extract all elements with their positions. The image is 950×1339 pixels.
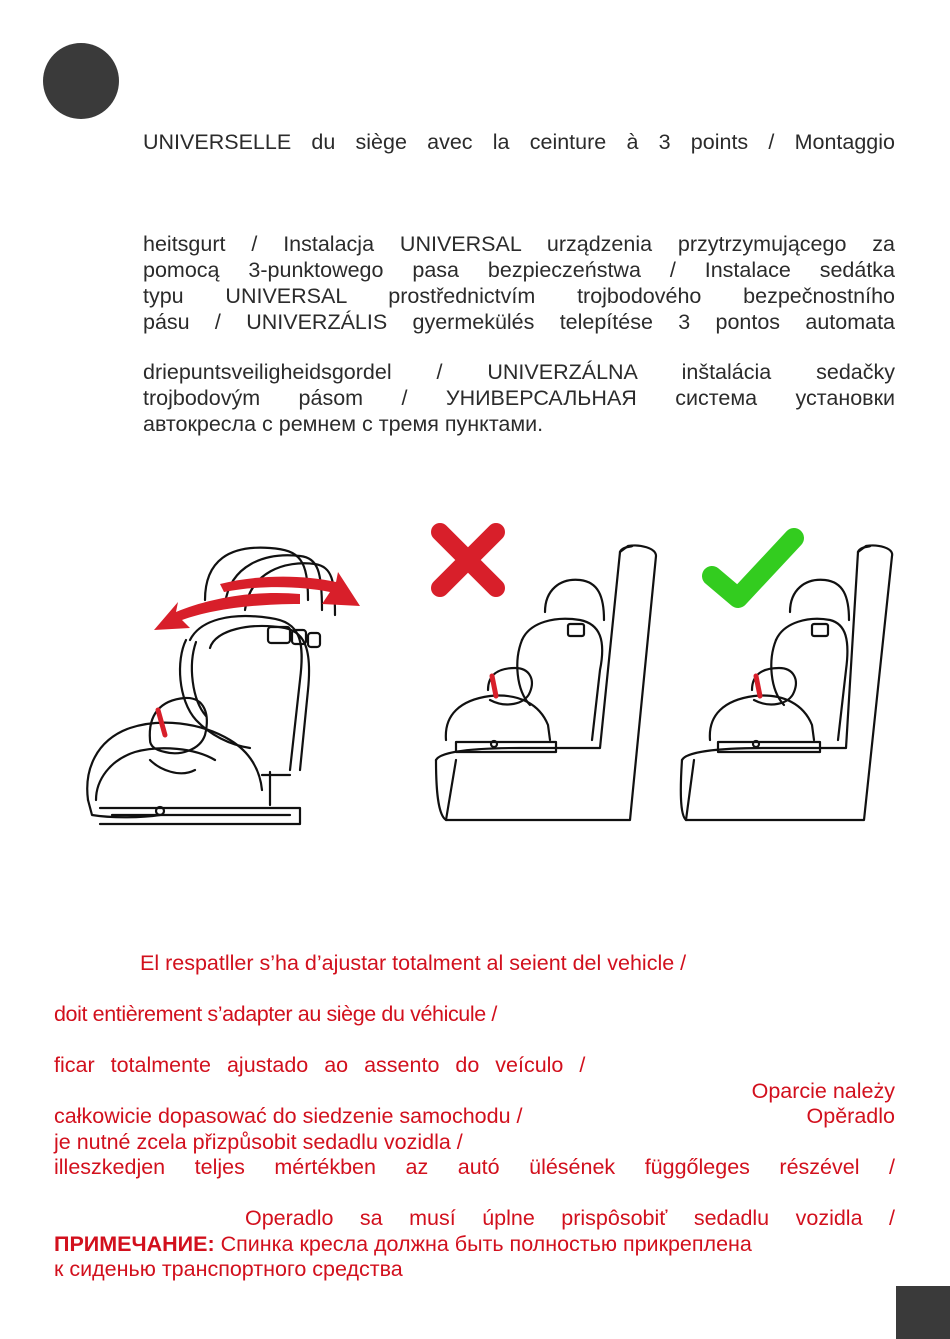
note-line-2: doit entièrement s’adapter au siège du véhicule / — [54, 1002, 497, 1026]
note-line-5: całkowicie dopasować do siedzenie samochodu / — [54, 1104, 523, 1128]
note-line-8: Operadlo sa musí úplne prispôsobiť sedadlu vozidla / — [245, 1206, 895, 1230]
backrest-adjust-arrows — [154, 572, 360, 630]
page-corner-tab — [896, 1286, 950, 1339]
intro-text: pásu / UNIVERZÁLIS gyermekülés telepítése 3 pontos automata — [143, 310, 895, 334]
note-ru-label: ПРИМЕЧАНИЕ: — [54, 1232, 215, 1256]
intro-text: driepuntsveiligheidsgordel / UNIVERZÁLNA inštalácia sedačky — [143, 360, 895, 384]
note-line-4: Oparcie należy — [751, 1079, 895, 1103]
intro-text: typu UNIVERSAL prostřednictvím trojbodového bezpečnostního — [143, 284, 895, 308]
note-ru-line-1 — [54, 1231, 752, 1257]
intro-text: pomocą 3-punktowego pasa bezpieczeństwa / Instalace sedátka — [143, 258, 895, 282]
intro-text: UNIVERSELLE du siège avec la ceinture à 3 points / Montaggio — [143, 130, 895, 154]
red-cross-icon — [440, 532, 496, 588]
intro-text: автокресла с ремнем с тремя пунктами. — [143, 412, 544, 436]
note-line-1: El respatller s’ha d’ajustar totalment al seient del vehicle / — [140, 951, 687, 975]
note-ru-text: Спинка кресла должна быть полностью прикреплена — [214, 1232, 752, 1256]
note-line-3: ficar totalmente ajustado ao assento do veículo / — [54, 1053, 586, 1077]
note-ru-line-2: к сиденью транспортного средства — [54, 1257, 403, 1281]
green-check-icon — [712, 538, 794, 598]
note-line-6: je nutné zcela přizpůsobit sedadlu vozidla / — [54, 1130, 463, 1154]
intro-text: trojbodovým pásom / УНИВЕРСАЛЬНАЯ система установки — [143, 386, 895, 410]
intro-text: heitsgurt / Instalacja UNIVERSAL urządzenia przytrzymującego za — [143, 232, 895, 256]
adjustable-seat-drawing — [87, 548, 335, 824]
note-line-5b: Opěradlo — [806, 1104, 895, 1128]
wrong-installation-drawing — [436, 545, 656, 820]
note-line-7: illeszkedjen teljes mértékben az autó ülésének függőleges részével / — [54, 1155, 895, 1179]
